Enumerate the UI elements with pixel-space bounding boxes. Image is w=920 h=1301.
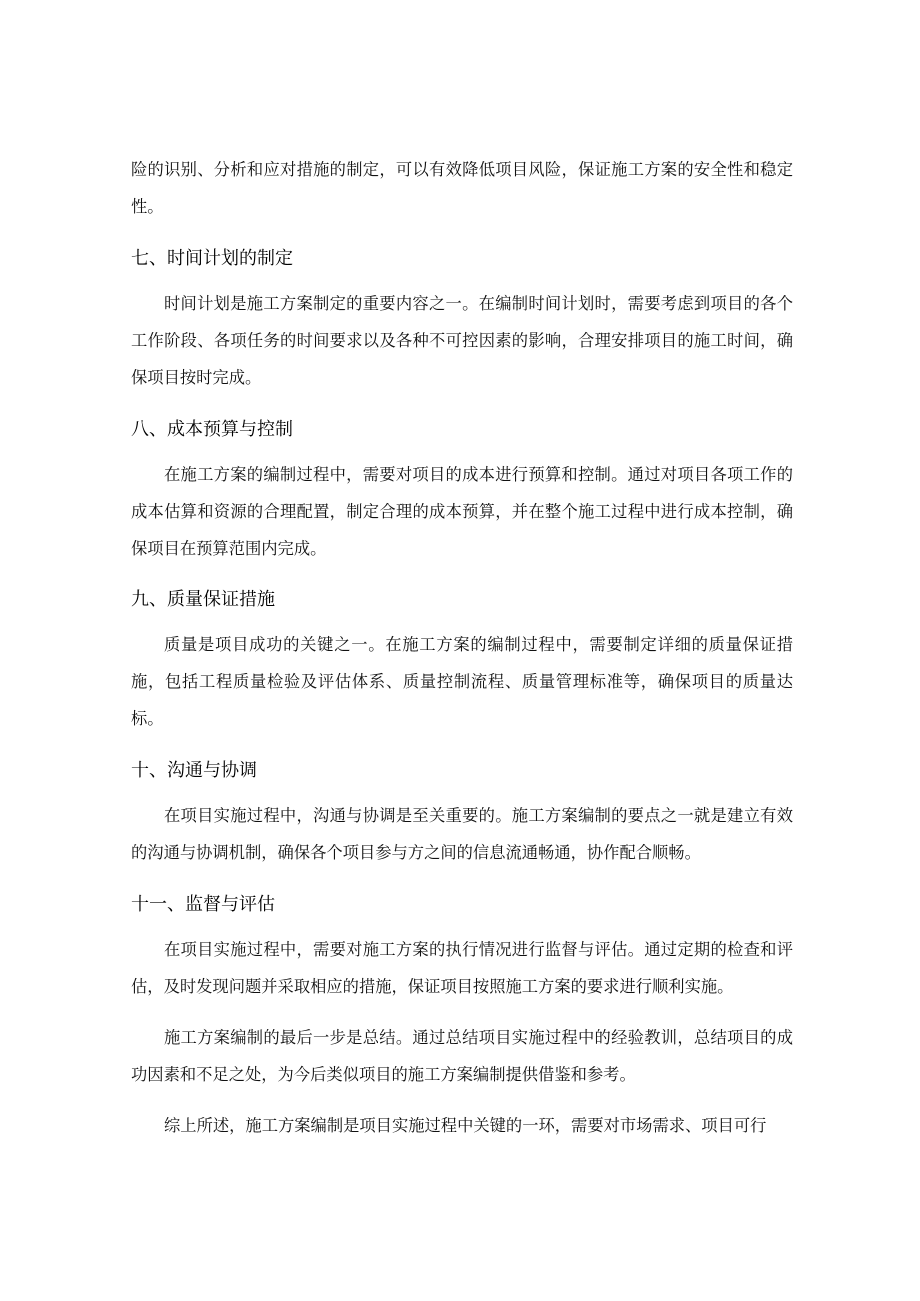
- section-7-heading: 七、时间计划的制定: [131, 248, 293, 269]
- section-9-body: 质量是项目成功的关键之一。在施工方案的编制过程中，需要制定详细的质量保证措施，包括工程质量检验及评估体系、质量控制流程、质量管理标准等，确保项目的质量达标。: [131, 635, 793, 728]
- intro-tail-paragraph: 险的识别、分析和应对措施的制定，可以有效降低项目风险，保证施工方案的安全性和稳定性。: [131, 160, 793, 216]
- section-7-body: 时间计划是施工方案制定的重要内容之一。在编制时间计划时，需要考虑到项目的各个工作阶段、各项任务的时间要求以及各种不可控因素的影响，合理安排项目的施工时间，确保项目按时完成。: [131, 294, 793, 387]
- section-11-body: 在项目实施过程中，需要对施工方案的执行情况进行监督与评估。通过定期的检查和评估，及时发现问题并采取相应的措施，保证项目按照施工方案的要求进行顺利实施。: [131, 940, 793, 996]
- section-9-heading: 九、质量保证措施: [131, 589, 275, 610]
- section-8-body: 在施工方案的编制过程中，需要对项目的成本进行预算和控制。通过对项目各项工作的成本估算和资源的合理配置，制定合理的成本预算，并在整个施工过程中进行成本控制，确保项目在预算范围内完成。: [131, 465, 793, 558]
- summary-paragraph: 施工方案编制的最后一步是总结。通过总结项目实施过程中的经验教训，总结项目的成功因素和不足之处，为今后类似项目的施工方案编制提供借鉴和参考。: [131, 1028, 793, 1084]
- section-11-heading: 十一、监督与评估: [131, 894, 275, 915]
- section-8-heading: 八、成本预算与控制: [131, 419, 293, 440]
- section-10-heading: 十、沟通与协调: [131, 760, 257, 781]
- conclusion-paragraph: 综上所述，施工方案编制是项目实施过程中关键的一环，需要对市场需求、项目可行: [164, 1116, 767, 1135]
- section-10-body: 在项目实施过程中，沟通与协调是至关重要的。施工方案编制的要点之一就是建立有效的沟通与协调机制，确保各个项目参与方之间的信息流通畅通，协作配合顺畅。: [131, 806, 793, 862]
